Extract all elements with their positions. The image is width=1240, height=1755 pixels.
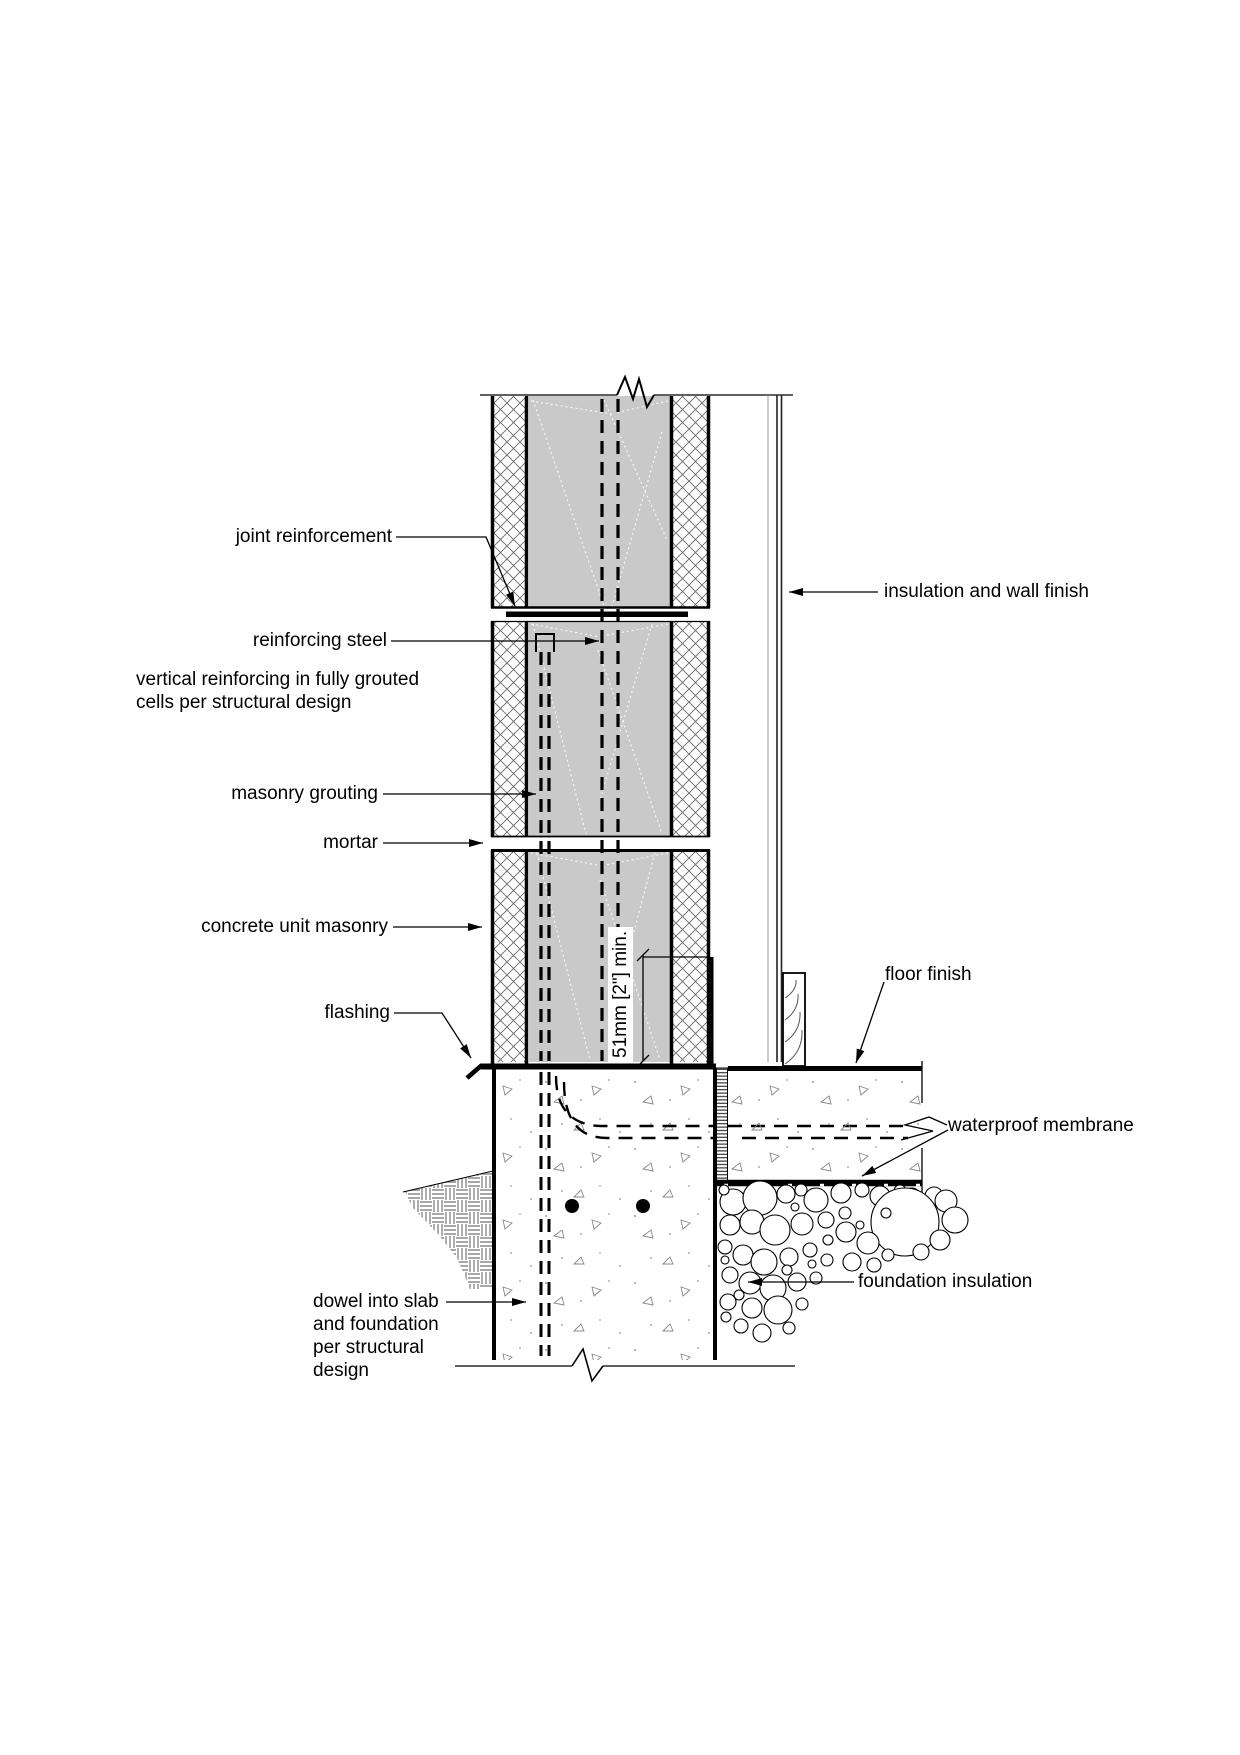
label-flashing: flashing [324, 1002, 390, 1023]
masonry-wall-section [480, 377, 793, 1064]
rebar-section-dot [565, 1199, 579, 1213]
foundation-concrete [495, 1070, 714, 1360]
label-dowel-note: dowel into slab and foundation per structural design [313, 1291, 439, 1381]
wood-baseboard [783, 973, 805, 1066]
leader-floor-finish [856, 982, 884, 1063]
label-masonry-grouting: masonry grouting [231, 783, 378, 804]
gravel-fill [718, 1181, 968, 1342]
label-mortar: mortar [323, 832, 378, 853]
joint-reinforcement-bar [506, 612, 688, 618]
earth-hatch [403, 1171, 493, 1289]
leader-flashing [394, 1013, 471, 1058]
label-insulation-wall-finish: insulation and wall finish [884, 581, 1089, 602]
floor-slab [712, 957, 923, 1208]
rebar-section-dot [636, 1199, 650, 1213]
label-dimension-51mm: 51mm [2"] min. [608, 927, 633, 1062]
label-waterproof-membrane: waterproof membrane [948, 1115, 1134, 1136]
label-concrete-unit-masonry: concrete unit masonry [201, 916, 388, 937]
label-floor-finish: floor finish [885, 964, 972, 985]
label-joint-reinforcement: joint reinforcement [235, 526, 392, 547]
label-reinforcing-steel: reinforcing steel [252, 630, 387, 651]
insulation-wall-finish-lines [768, 395, 782, 1062]
label-foundation-insulation: foundation insulation [858, 1271, 1033, 1292]
grout-fill [529, 396, 670, 1062]
label-vertical-reinforcing-note: vertical reinforcing in fully grouted cells per structural design [136, 669, 420, 713]
slab-edge-insulation-strip [717, 1068, 728, 1183]
